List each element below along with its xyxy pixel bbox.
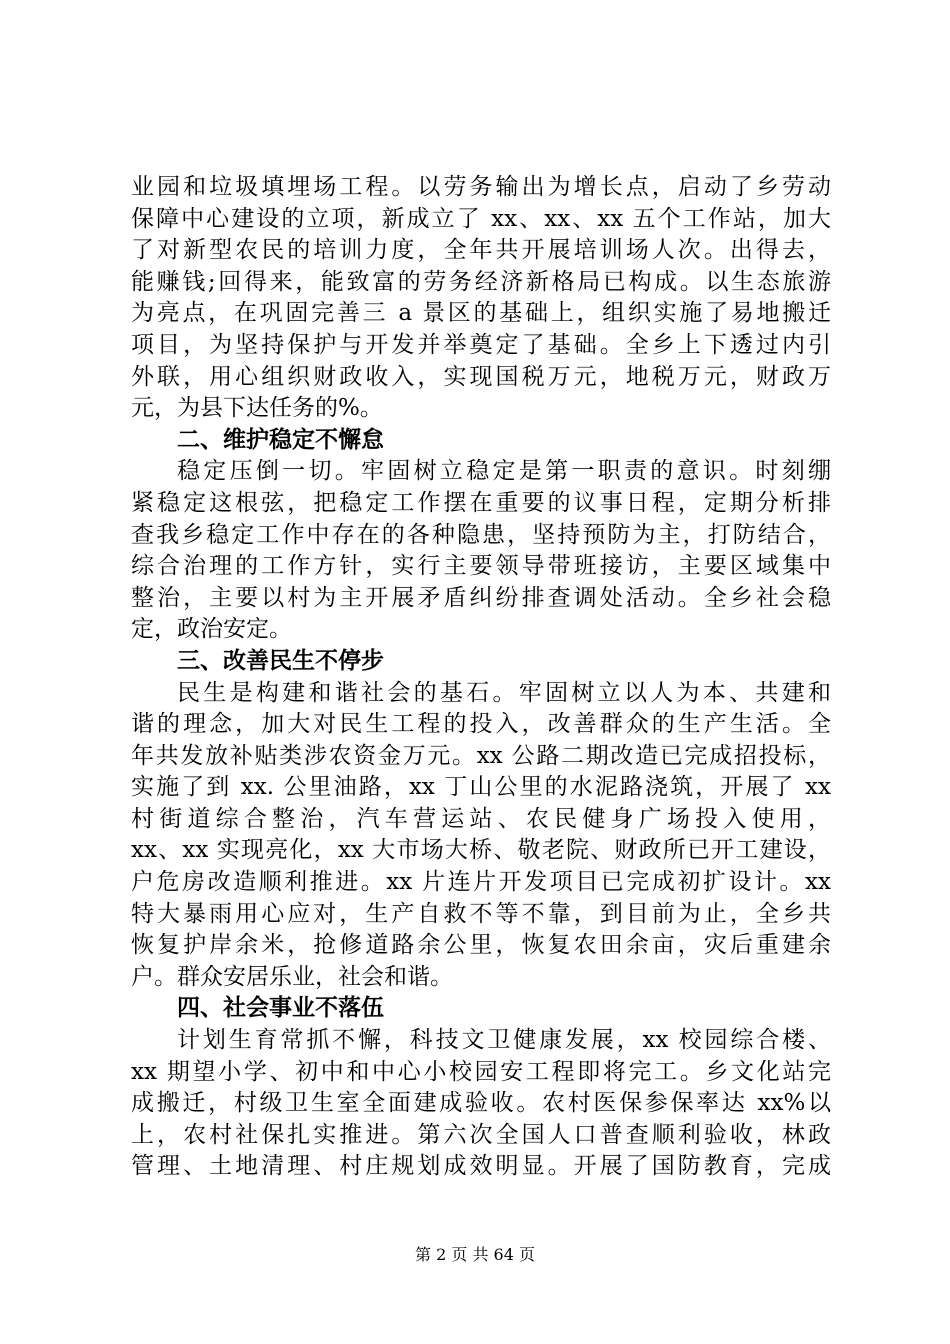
document-body (131, 172, 831, 1183)
text-line: 年共发放补贴类涉农资金万元。xx 公路二期改造已完成招投标， (131, 742, 831, 769)
section-heading: 二、维护稳定不懈怠 (177, 426, 384, 453)
paragraph (131, 1025, 831, 1183)
text-line: 村街道综合整治，汽车营运站、农民健身广场投入使用， (131, 805, 831, 832)
text-line: 定，政治安定。 (131, 616, 292, 643)
section-heading: 三、改善民生不停步 (177, 647, 384, 674)
text-line: 计划生育常抓不懈，科技文卫健康发展，xx 校园综合楼、 (177, 1027, 831, 1054)
text-line: 特大暴雨用心应对，生产自救不等不靠，到目前为止，全乡共 (131, 900, 831, 927)
text-line: 业园和垃圾填埋场工程。以劳务输出为增长点，启动了乡劳动 (131, 174, 831, 200)
text-line: 整治，主要以村为主开展矛盾纠纷排查调处活动。全乡社会稳 (131, 584, 831, 611)
text-line: 恢复护岸余米，抢修道路余公里，恢复农田余亩，灾后重建余 (131, 932, 831, 959)
text-line: 稳定压倒一切。牢固树立稳定是第一职责的意识。时刻绷 (177, 458, 831, 485)
text-line: 户。群众安居乐业，社会和谐。 (131, 963, 453, 990)
section-heading: 四、社会事业不落伍 (177, 995, 384, 1022)
page-footer: 第 2 页 共 64 页 (415, 1245, 535, 1264)
text-line: 管理、土地清理、村庄规划成效明显。开展了国防教育，完成 (131, 1153, 831, 1180)
text-line: xx 期望小学、初中和中心小校园安工程即将完工。乡文化站完 (131, 1058, 831, 1085)
text-line: 谐的理念，加大对民生工程的投入，改善群众的生产生活。全 (131, 711, 831, 738)
text-line: 为亮点，在巩固完善三 a 景区的基础上，组织实施了易地搬迁 (131, 300, 831, 327)
text-line: 成搬迁，村级卫生室全面建成验收。农村医保参保率达 xx%以 (131, 1090, 831, 1117)
text-line: 综合治理的工作方针，实行主要领导带班接访，主要区域集中 (131, 553, 831, 580)
text-line: 外联，用心组织财政收入，实现国税万元，地税万元，财政万 (131, 363, 831, 390)
text-line: 项目，为坚持保护与开发并举奠定了基础。全乡上下透过内引 (131, 331, 831, 358)
text-line: xx、xx 实现亮化，xx 大市场大桥、敬老院、财政所已开工建设， (131, 837, 831, 864)
text-line: 实施了到 xx. 公里油路，xx 丁山公里的水泥路浇筑，开展了 xx (131, 774, 831, 801)
text-line: 了对新型农民的培训力度，全年共开展培训场人次。出得去， (131, 237, 831, 264)
text-line: 户危房改造顺利推进。xx 片连片开发项目已完成初扩设计。xx (131, 869, 831, 896)
text-line: 元，为县下达任务的%。 (131, 395, 383, 422)
text-line: 能赚钱;回得来，能致富的劳务经济新格局已构成。以生态旅游 (131, 268, 831, 295)
text-line: 查我乡稳定工作中存在的各种隐患，坚持预防为主，打防结合， (131, 521, 831, 548)
text-line: 上，农村社保扎实推进。第六次全国人口普查顺利验收，林政 (131, 1121, 831, 1148)
paragraph (131, 172, 831, 425)
paragraph (131, 456, 831, 646)
paragraph (131, 678, 831, 994)
text-line: 紧稳定这根弦，把稳定工作摆在重要的议事日程，定期分析排 (131, 489, 831, 516)
text-line: 保障中心建设的立项，新成立了 xx、xx、xx 五个工作站，加大 (131, 205, 831, 232)
text-line: 民生是构建和谐社会的基石。牢固树立以人为本、共建和 (177, 679, 831, 706)
